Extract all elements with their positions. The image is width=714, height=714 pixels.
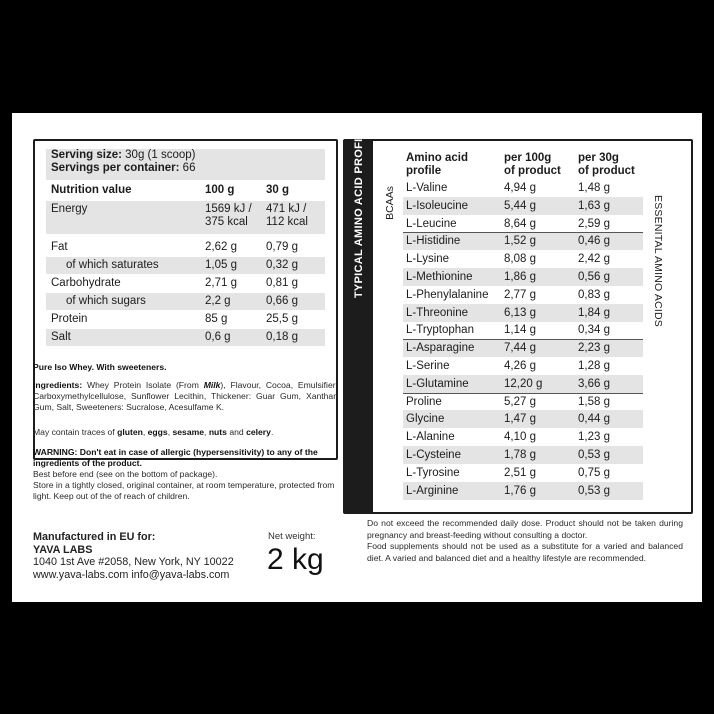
amino-row [403, 197, 643, 215]
traces-intro: May contain traces of [33, 427, 118, 437]
disclaimer-line-2: Food supplements should not be used as a substitute for a varied and balanced diet. A varied and balanced diet and a healthy lifestyle are recommended. [367, 541, 683, 563]
amino-row [403, 393, 643, 411]
amino-col-name-2: profile [406, 165, 442, 177]
nutrition-row-sugars [46, 293, 325, 310]
nutrition-name: Energy [51, 203, 88, 215]
ingredient-milk: Milk [203, 380, 221, 390]
allergen-sesame: sesame [172, 427, 205, 437]
amino-col-name-1: Amino acid [406, 152, 468, 164]
amino-name: L-Isoleucine [406, 199, 469, 212]
amino-value-100: 6,13 g [504, 306, 536, 319]
nutrition-row-saturates [46, 257, 325, 274]
amino-name: L-Tryptophan [406, 324, 474, 337]
amino-acid-table [343, 123, 693, 514]
amino-value-30: 0,34 g [578, 324, 610, 337]
amino-value-30: 2,42 g [578, 253, 610, 266]
nutrition-name: of which saturates [66, 259, 159, 271]
amino-group-divider [403, 339, 643, 340]
nutrition-value-30: 0,81 g [266, 277, 298, 289]
amino-value-30: 0,44 g [578, 413, 610, 426]
amino-row [403, 286, 643, 304]
amino-value-30: 1,23 g [578, 431, 610, 444]
amino-value-100: 5,44 g [504, 199, 536, 212]
amino-row [403, 410, 643, 428]
allergen-eggs: eggs [147, 427, 168, 437]
amino-col-name [406, 152, 468, 178]
amino-row [403, 339, 643, 357]
disclaimer-block [367, 518, 683, 564]
amino-value-30: 1,58 g [578, 395, 610, 408]
amino-value-100: 5,27 g [504, 395, 536, 408]
amino-col-100-1: per 100g [504, 152, 552, 164]
servings-value: 66 [182, 162, 196, 174]
amino-value-30: 2,23 g [578, 342, 610, 355]
ingredients-part-2: ), Flavour, Cocoa, Emulsifier: Carboxymethylcellulose, Sunflower Lecithin, Thickener: Guar Gum, Xanthan Gum, Salt, Sweeteners: Sucralose, Acesulfame K. [33, 380, 338, 412]
nutrition-value-100: 0,6 g [205, 331, 231, 343]
allergen-nuts: nuts [208, 427, 227, 437]
amino-row [403, 446, 643, 464]
energy-30-kcal: 112 kcal [266, 216, 308, 228]
amino-col-30 [578, 152, 635, 178]
amino-name: L-Methionine [406, 271, 473, 283]
manufacturer-company: YAVA LABS [33, 543, 93, 556]
amino-row [403, 232, 643, 250]
serving-size-label: Serving size: [51, 149, 122, 161]
amino-row [403, 482, 643, 500]
amino-row [403, 321, 643, 339]
amino-value-100: 4,94 g [504, 182, 536, 194]
amino-value-100: 2,77 g [504, 288, 536, 301]
essential-amino-label: ESSENITAL AMINO ACIDS [652, 195, 664, 327]
amino-value-30: 0,83 g [578, 288, 610, 301]
amino-row [403, 304, 643, 322]
storage-instructions: Store in a tightly closed, original container, at room temperature, protected from light. Keep out of the of reach of children. [33, 480, 335, 501]
amino-name: L-Leucine [406, 217, 457, 230]
warnings-block [33, 447, 338, 502]
manufacturer-heading: Manufactured in EU for: [33, 531, 156, 543]
amino-value-100: 1,86 g [504, 271, 536, 283]
amino-value-100: 1,14 g [504, 324, 536, 337]
traces-separator: , [204, 427, 209, 437]
amino-row [403, 428, 643, 446]
amino-name: L-Asparagine [406, 342, 475, 355]
nutrition-value-30: 0,66 g [266, 295, 298, 307]
energy-100-kcal: 375 kcal [205, 216, 248, 228]
amino-value-100: 4,26 g [504, 360, 536, 372]
amino-value-100: 8,08 g [504, 253, 536, 266]
nutrition-name: of which sugars [66, 295, 146, 307]
ingredients-label: Ingredients: [33, 380, 83, 390]
nutrition-col-header: Nutrition value [51, 184, 132, 196]
amino-col-30-1: per 30g [578, 152, 619, 164]
amino-name: L-Valine [406, 182, 448, 194]
traces-separator: , [142, 427, 148, 437]
amino-row [403, 179, 643, 197]
amino-title-band [345, 123, 373, 512]
amino-value-30: 3,66 g [578, 377, 610, 390]
amino-col-100-2: of product [504, 165, 561, 177]
net-weight-value: 2 kg [267, 543, 324, 576]
amino-row [403, 250, 643, 268]
amino-value-30: 0,46 g [578, 235, 610, 248]
amino-row [403, 215, 643, 233]
amino-value-30: 1,63 g [578, 199, 610, 212]
amino-row [403, 375, 643, 393]
amino-row [403, 268, 643, 286]
nutrition-row-energy [46, 201, 325, 234]
amino-col-100 [504, 152, 561, 178]
manufacturer-block [33, 531, 234, 581]
allergy-warning: WARNING: Don't eat in case of allergic (hypersensitivity) to any of the ingredients of the product. [33, 447, 318, 468]
nutrition-value-30: 0,79 g [266, 241, 298, 253]
nutrition-value-30: 0,18 g [266, 331, 298, 343]
amino-value-100: 8,64 g [504, 217, 536, 230]
nutrition-row-protein [46, 311, 325, 328]
nutrition-value-100: 85 g [205, 313, 228, 325]
amino-value-100: 4,10 g [504, 431, 536, 444]
amino-name: L-Histidine [406, 235, 461, 248]
nutrition-name: Salt [51, 331, 71, 343]
amino-group-divider [403, 232, 643, 233]
nutrition-value-100: 2,62 g [205, 241, 237, 253]
amino-name: L-Glutamine [406, 377, 469, 390]
amino-title: TYPICAL AMINO ACID PROFILE [353, 123, 365, 299]
amino-value-30: 0,53 g [578, 484, 610, 497]
allergen-celery: celery [246, 427, 271, 437]
amino-name: L-Tyrosine [406, 466, 460, 479]
amino-value-100: 1,47 g [504, 413, 536, 426]
nutrition-row-salt [46, 329, 325, 346]
nutrition-value-100: 2,2 g [205, 295, 231, 307]
nutrition-header-row [46, 184, 325, 198]
traces-and: and [226, 427, 247, 437]
amino-name: Proline [406, 395, 442, 408]
amino-value-100: 7,44 g [504, 342, 536, 355]
disclaimer-line-1: Do not exceed the recommended daily dose. Product should not be taken during pregnancy and breast-feeding without consulting a doctor. [367, 518, 683, 540]
amino-name: L-Phenylalanine [406, 288, 489, 301]
amino-group-divider [403, 393, 643, 394]
nutrition-col-30: 30 g [266, 184, 290, 196]
amino-name: L-Alanine [406, 431, 455, 444]
best-before: Best before end (see on the bottom of package). [33, 469, 218, 479]
nutrition-energy-30 [266, 203, 308, 229]
manufacturer-contact: www.yava-labs.com info@yava-labs.com [33, 568, 230, 581]
amino-value-30: 1,84 g [578, 306, 610, 319]
nutrition-value-30: 0,32 g [266, 259, 298, 271]
amino-name: Glycine [406, 413, 445, 426]
ingredients-text [33, 380, 338, 413]
allergen-gluten: gluten [117, 427, 143, 437]
amino-value-100: 1,76 g [504, 484, 536, 497]
amino-value-30: 0,53 g [578, 449, 610, 461]
amino-value-30: 0,56 g [578, 271, 610, 283]
bcaa-label: BCAAs [384, 186, 396, 220]
amino-value-100: 1,52 g [504, 235, 536, 248]
energy-100-kj: 1569 kJ / [205, 203, 252, 215]
traces-end: . [270, 427, 274, 437]
product-label [12, 113, 702, 602]
nutrition-value-100: 1,05 g [205, 259, 237, 271]
nutrition-name: Carbohydrate [51, 277, 121, 289]
product-tagline: Pure Iso Whey. With sweeteners. [33, 362, 167, 372]
amino-name: L-Lysine [406, 253, 450, 266]
allergen-traces [33, 427, 338, 438]
serving-size-value: 30g (1 scoop) [125, 149, 196, 161]
amino-row [403, 357, 643, 375]
amino-name: L-Threonine [406, 306, 469, 319]
nutrition-value-30: 25,5 g [266, 313, 298, 325]
servings-label: Servings per container: [51, 162, 180, 174]
amino-value-100: 1,78 g [504, 449, 536, 461]
amino-name: L-Serine [406, 360, 450, 372]
nutrition-name: Fat [51, 241, 68, 253]
amino-name: L-Arginine [406, 484, 459, 497]
nutrition-col-100: 100 g [205, 184, 235, 196]
amino-row [403, 464, 643, 482]
manufacturer-address: 1040 1st Ave #2058, New York, NY 10022 [33, 556, 234, 568]
traces-separator: , [167, 427, 173, 437]
amino-value-30: 1,28 g [578, 360, 610, 372]
energy-30-kj: 471 kJ / [266, 203, 307, 215]
amino-value-100: 2,51 g [504, 466, 536, 479]
amino-value-100: 12,20 g [504, 377, 543, 390]
nutrition-row-fat [46, 239, 325, 256]
amino-name: L-Cysteine [406, 449, 461, 461]
nutrition-value-100: 2,71 g [205, 277, 237, 289]
serving-info [46, 149, 325, 180]
amino-value-30: 0,75 g [578, 466, 610, 479]
amino-col-30-2: of product [578, 165, 635, 177]
nutrition-energy-100 [205, 203, 252, 229]
amino-value-30: 2,59 g [578, 217, 610, 230]
net-weight-label: Net weight: [268, 531, 316, 542]
nutrition-row-carbohydrate [46, 275, 325, 292]
ingredients-part-1: Whey Protein Isolate (From [87, 380, 204, 390]
nutrition-name: Protein [51, 313, 88, 325]
amino-value-30: 1,48 g [578, 182, 610, 194]
